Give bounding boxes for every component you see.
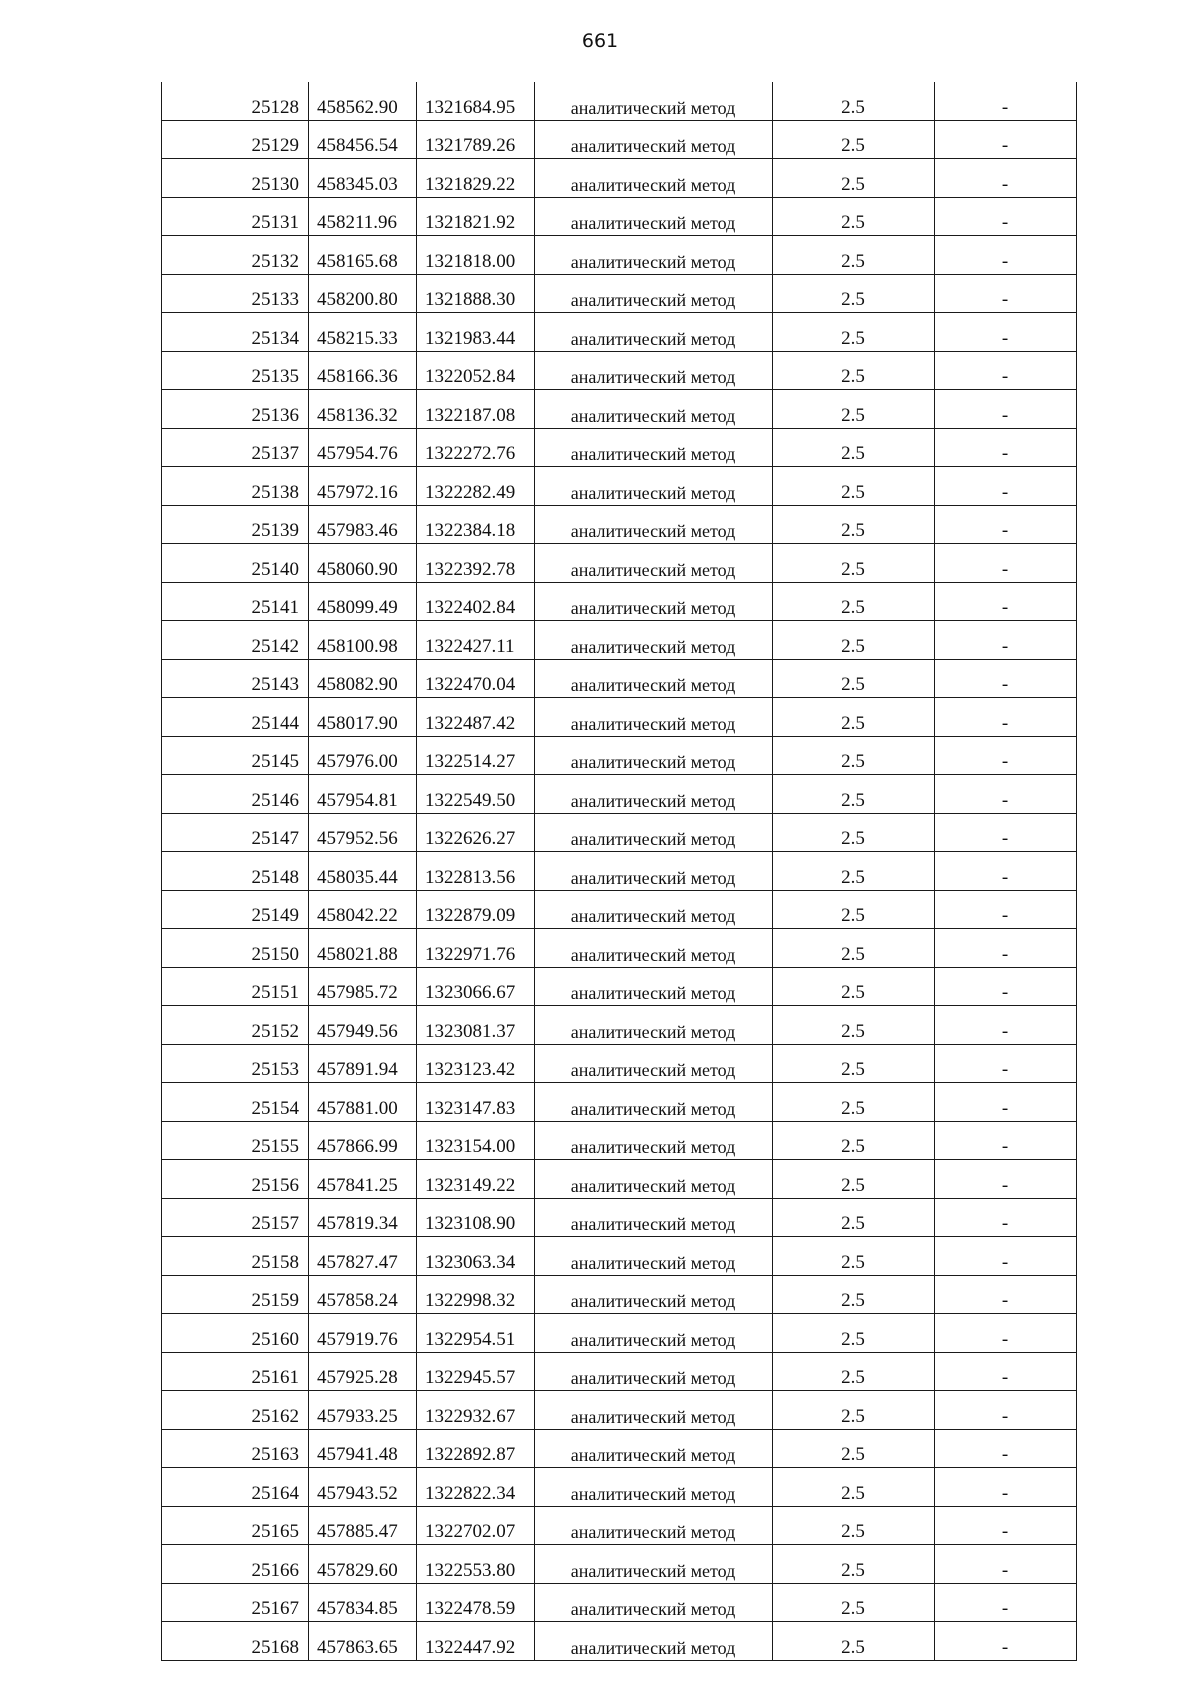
method-cell: аналитический метод: [535, 1083, 773, 1122]
note-cell: -: [935, 929, 1077, 968]
x-coordinate-cell: 458021.88: [309, 929, 417, 968]
point-number-cell: 25152: [162, 1006, 309, 1045]
x-coordinate-cell: 457919.76: [309, 1314, 417, 1353]
point-number-cell: 25163: [162, 1429, 309, 1468]
note-cell: -: [935, 1121, 1077, 1160]
x-coordinate-cell: 458035.44: [309, 852, 417, 891]
table-row: [162, 1506, 1077, 1545]
method-cell: аналитический метод: [535, 1237, 773, 1276]
note-cell: -: [935, 659, 1077, 698]
x-coordinate-cell: 457941.48: [309, 1429, 417, 1468]
y-coordinate-cell: 1323066.67: [417, 967, 535, 1006]
x-coordinate-cell: 458166.36: [309, 351, 417, 390]
point-number-cell: 25149: [162, 890, 309, 929]
accuracy-cell: 2.5: [773, 1583, 935, 1622]
y-coordinate-cell: 1322272.76: [417, 428, 535, 467]
method-cell: аналитический метод: [535, 82, 773, 120]
note-cell: -: [935, 1506, 1077, 1545]
note-cell: -: [935, 1352, 1077, 1391]
x-coordinate-cell: 458060.90: [309, 544, 417, 583]
x-coordinate-cell: 457952.56: [309, 813, 417, 852]
note-cell: -: [935, 1198, 1077, 1237]
table-row: [162, 1198, 1077, 1237]
point-number-cell: 25151: [162, 967, 309, 1006]
accuracy-cell: 2.5: [773, 775, 935, 814]
accuracy-cell: 2.5: [773, 390, 935, 429]
y-coordinate-cell: 1322447.92: [417, 1622, 535, 1661]
method-cell: аналитический метод: [535, 1391, 773, 1430]
y-coordinate-cell: 1322932.67: [417, 1391, 535, 1430]
method-cell: аналитический метод: [535, 1006, 773, 1045]
y-coordinate-cell: 1322514.27: [417, 736, 535, 775]
accuracy-cell: 2.5: [773, 1160, 935, 1199]
table-row: [162, 621, 1077, 660]
point-number-cell: 25150: [162, 929, 309, 968]
method-cell: аналитический метод: [535, 1044, 773, 1083]
y-coordinate-cell: 1322402.84: [417, 582, 535, 621]
point-number-cell: 25134: [162, 313, 309, 352]
x-coordinate-cell: 457827.47: [309, 1237, 417, 1276]
point-number-cell: 25141: [162, 582, 309, 621]
accuracy-cell: 2.5: [773, 236, 935, 275]
table-row: [162, 736, 1077, 775]
method-cell: аналитический метод: [535, 120, 773, 159]
accuracy-cell: 2.5: [773, 582, 935, 621]
point-number-cell: 25158: [162, 1237, 309, 1276]
x-coordinate-cell: 458215.33: [309, 313, 417, 352]
note-cell: -: [935, 698, 1077, 737]
point-number-cell: 25131: [162, 197, 309, 236]
y-coordinate-cell: 1322822.34: [417, 1468, 535, 1507]
y-coordinate-cell: 1322282.49: [417, 467, 535, 506]
x-coordinate-cell: 457866.99: [309, 1121, 417, 1160]
y-coordinate-cell: 1323081.37: [417, 1006, 535, 1045]
point-number-cell: 25148: [162, 852, 309, 891]
table-row: [162, 505, 1077, 544]
y-coordinate-cell: 1322971.76: [417, 929, 535, 968]
note-cell: -: [935, 967, 1077, 1006]
note-cell: -: [935, 236, 1077, 275]
note-cell: -: [935, 1429, 1077, 1468]
point-number-cell: 25156: [162, 1160, 309, 1199]
accuracy-cell: 2.5: [773, 197, 935, 236]
accuracy-cell: 2.5: [773, 813, 935, 852]
note-cell: -: [935, 813, 1077, 852]
point-number-cell: 25129: [162, 120, 309, 159]
table-row: [162, 544, 1077, 583]
x-coordinate-cell: 458456.54: [309, 120, 417, 159]
note-cell: -: [935, 1237, 1077, 1276]
y-coordinate-cell: 1321983.44: [417, 313, 535, 352]
table-row: [162, 1006, 1077, 1045]
x-coordinate-cell: 458562.90: [309, 82, 417, 120]
accuracy-cell: 2.5: [773, 120, 935, 159]
accuracy-cell: 2.5: [773, 351, 935, 390]
table-row: [162, 967, 1077, 1006]
y-coordinate-cell: 1322392.78: [417, 544, 535, 583]
method-cell: аналитический метод: [535, 852, 773, 891]
y-coordinate-cell: 1322187.08: [417, 390, 535, 429]
method-cell: аналитический метод: [535, 659, 773, 698]
table-row: [162, 1237, 1077, 1276]
x-coordinate-cell: 458165.68: [309, 236, 417, 275]
table-row: [162, 1391, 1077, 1430]
method-cell: аналитический метод: [535, 544, 773, 583]
point-number-cell: 25153: [162, 1044, 309, 1083]
point-number-cell: 25155: [162, 1121, 309, 1160]
x-coordinate-cell: 457819.34: [309, 1198, 417, 1237]
table-row: [162, 1083, 1077, 1122]
note-cell: -: [935, 1622, 1077, 1661]
y-coordinate-cell: 1321684.95: [417, 82, 535, 120]
point-number-cell: 25132: [162, 236, 309, 275]
method-cell: аналитический метод: [535, 775, 773, 814]
point-number-cell: 25167: [162, 1583, 309, 1622]
table-row: [162, 813, 1077, 852]
point-number-cell: 25160: [162, 1314, 309, 1353]
table-row: [162, 467, 1077, 506]
method-cell: аналитический метод: [535, 428, 773, 467]
x-coordinate-cell: 457925.28: [309, 1352, 417, 1391]
table-row: [162, 428, 1077, 467]
note-cell: -: [935, 274, 1077, 313]
y-coordinate-cell: 1322427.11: [417, 621, 535, 660]
table-row: [162, 159, 1077, 198]
x-coordinate-cell: 458345.03: [309, 159, 417, 198]
accuracy-cell: 2.5: [773, 1429, 935, 1468]
table-row: [162, 929, 1077, 968]
x-coordinate-cell: 457881.00: [309, 1083, 417, 1122]
method-cell: аналитический метод: [535, 1583, 773, 1622]
x-coordinate-cell: 458099.49: [309, 582, 417, 621]
table-row: [162, 1545, 1077, 1584]
point-number-cell: 25130: [162, 159, 309, 198]
x-coordinate-cell: 458042.22: [309, 890, 417, 929]
x-coordinate-cell: 457943.52: [309, 1468, 417, 1507]
accuracy-cell: 2.5: [773, 428, 935, 467]
point-number-cell: 25166: [162, 1545, 309, 1584]
accuracy-cell: 2.5: [773, 1121, 935, 1160]
point-number-cell: 25143: [162, 659, 309, 698]
x-coordinate-cell: 457954.81: [309, 775, 417, 814]
accuracy-cell: 2.5: [773, 1506, 935, 1545]
table-row: [162, 1275, 1077, 1314]
y-coordinate-cell: 1322813.56: [417, 852, 535, 891]
method-cell: аналитический метод: [535, 736, 773, 775]
note-cell: -: [935, 890, 1077, 929]
note-cell: -: [935, 1083, 1077, 1122]
table-row: [162, 1044, 1077, 1083]
y-coordinate-cell: 1322553.80: [417, 1545, 535, 1584]
y-coordinate-cell: 1322052.84: [417, 351, 535, 390]
accuracy-cell: 2.5: [773, 659, 935, 698]
point-number-cell: 25138: [162, 467, 309, 506]
table-row: [162, 1352, 1077, 1391]
y-coordinate-cell: 1321821.92: [417, 197, 535, 236]
accuracy-cell: 2.5: [773, 967, 935, 1006]
y-coordinate-cell: 1321789.26: [417, 120, 535, 159]
table-row: [162, 274, 1077, 313]
accuracy-cell: 2.5: [773, 1083, 935, 1122]
table-row: [162, 698, 1077, 737]
note-cell: -: [935, 1160, 1077, 1199]
accuracy-cell: 2.5: [773, 1545, 935, 1584]
point-number-cell: 25128: [162, 82, 309, 120]
method-cell: аналитический метод: [535, 1275, 773, 1314]
method-cell: аналитический метод: [535, 1352, 773, 1391]
note-cell: -: [935, 1545, 1077, 1584]
method-cell: аналитический метод: [535, 1160, 773, 1199]
note-cell: -: [935, 1006, 1077, 1045]
accuracy-cell: 2.5: [773, 313, 935, 352]
x-coordinate-cell: 458211.96: [309, 197, 417, 236]
table-row: [162, 313, 1077, 352]
accuracy-cell: 2.5: [773, 1352, 935, 1391]
note-cell: -: [935, 82, 1077, 120]
x-coordinate-cell: 458082.90: [309, 659, 417, 698]
table-row: [162, 1583, 1077, 1622]
table-row: [162, 775, 1077, 814]
note-cell: -: [935, 428, 1077, 467]
y-coordinate-cell: 1321888.30: [417, 274, 535, 313]
accuracy-cell: 2.5: [773, 1391, 935, 1430]
note-cell: -: [935, 582, 1077, 621]
y-coordinate-cell: 1322879.09: [417, 890, 535, 929]
method-cell: аналитический метод: [535, 274, 773, 313]
note-cell: -: [935, 467, 1077, 506]
method-cell: аналитический метод: [535, 1198, 773, 1237]
y-coordinate-cell: 1323108.90: [417, 1198, 535, 1237]
accuracy-cell: 2.5: [773, 1468, 935, 1507]
method-cell: аналитический метод: [535, 582, 773, 621]
y-coordinate-cell: 1322945.57: [417, 1352, 535, 1391]
point-number-cell: 25154: [162, 1083, 309, 1122]
accuracy-cell: 2.5: [773, 467, 935, 506]
x-coordinate-cell: 457885.47: [309, 1506, 417, 1545]
x-coordinate-cell: 458017.90: [309, 698, 417, 737]
method-cell: аналитический метод: [535, 698, 773, 737]
coordinates-table: [161, 82, 1077, 1661]
y-coordinate-cell: 1323149.22: [417, 1160, 535, 1199]
x-coordinate-cell: 457949.56: [309, 1006, 417, 1045]
table-row: [162, 197, 1077, 236]
x-coordinate-cell: 457834.85: [309, 1583, 417, 1622]
note-cell: -: [935, 505, 1077, 544]
table-row: [162, 1314, 1077, 1353]
note-cell: -: [935, 1468, 1077, 1507]
x-coordinate-cell: 457863.65: [309, 1622, 417, 1661]
accuracy-cell: 2.5: [773, 1275, 935, 1314]
point-number-cell: 25144: [162, 698, 309, 737]
note-cell: -: [935, 1314, 1077, 1353]
note-cell: -: [935, 1044, 1077, 1083]
y-coordinate-cell: 1322470.04: [417, 659, 535, 698]
method-cell: аналитический метод: [535, 967, 773, 1006]
x-coordinate-cell: 457983.46: [309, 505, 417, 544]
table-row: [162, 1622, 1077, 1661]
table-row: [162, 390, 1077, 429]
accuracy-cell: 2.5: [773, 890, 935, 929]
method-cell: аналитический метод: [535, 1468, 773, 1507]
y-coordinate-cell: 1322549.50: [417, 775, 535, 814]
y-coordinate-cell: 1323063.34: [417, 1237, 535, 1276]
y-coordinate-cell: 1322384.18: [417, 505, 535, 544]
point-number-cell: 25146: [162, 775, 309, 814]
table-row: [162, 1429, 1077, 1468]
accuracy-cell: 2.5: [773, 621, 935, 660]
method-cell: аналитический метод: [535, 813, 773, 852]
accuracy-cell: 2.5: [773, 852, 935, 891]
method-cell: аналитический метод: [535, 351, 773, 390]
note-cell: -: [935, 390, 1077, 429]
method-cell: аналитический метод: [535, 1429, 773, 1468]
note-cell: -: [935, 1391, 1077, 1430]
method-cell: аналитический метод: [535, 197, 773, 236]
method-cell: аналитический метод: [535, 390, 773, 429]
y-coordinate-cell: 1322626.27: [417, 813, 535, 852]
table-row: [162, 1121, 1077, 1160]
table-row: [162, 582, 1077, 621]
method-cell: аналитический метод: [535, 505, 773, 544]
x-coordinate-cell: 457858.24: [309, 1275, 417, 1314]
method-cell: аналитический метод: [535, 313, 773, 352]
note-cell: -: [935, 544, 1077, 583]
x-coordinate-cell: 457891.94: [309, 1044, 417, 1083]
point-number-cell: 25133: [162, 274, 309, 313]
point-number-cell: 25168: [162, 1622, 309, 1661]
point-number-cell: 25135: [162, 351, 309, 390]
y-coordinate-cell: 1322998.32: [417, 1275, 535, 1314]
y-coordinate-cell: 1322892.87: [417, 1429, 535, 1468]
accuracy-cell: 2.5: [773, 159, 935, 198]
x-coordinate-cell: 457933.25: [309, 1391, 417, 1430]
point-number-cell: 25142: [162, 621, 309, 660]
x-coordinate-cell: 457954.76: [309, 428, 417, 467]
note-cell: -: [935, 621, 1077, 660]
point-number-cell: 25162: [162, 1391, 309, 1430]
point-number-cell: 25140: [162, 544, 309, 583]
table-row: [162, 82, 1077, 120]
point-number-cell: 25161: [162, 1352, 309, 1391]
accuracy-cell: 2.5: [773, 505, 935, 544]
x-coordinate-cell: 457972.16: [309, 467, 417, 506]
accuracy-cell: 2.5: [773, 1198, 935, 1237]
method-cell: аналитический метод: [535, 929, 773, 968]
y-coordinate-cell: 1321818.00: [417, 236, 535, 275]
y-coordinate-cell: 1321829.22: [417, 159, 535, 198]
method-cell: аналитический метод: [535, 1121, 773, 1160]
accuracy-cell: 2.5: [773, 1006, 935, 1045]
y-coordinate-cell: 1323147.83: [417, 1083, 535, 1122]
accuracy-cell: 2.5: [773, 82, 935, 120]
note-cell: -: [935, 736, 1077, 775]
table-row: [162, 659, 1077, 698]
x-coordinate-cell: 458100.98: [309, 621, 417, 660]
accuracy-cell: 2.5: [773, 1237, 935, 1276]
table-row: [162, 120, 1077, 159]
page-number: 661: [581, 30, 619, 52]
table-row: [162, 1468, 1077, 1507]
y-coordinate-cell: 1322702.07: [417, 1506, 535, 1545]
y-coordinate-cell: 1322954.51: [417, 1314, 535, 1353]
method-cell: аналитический метод: [535, 890, 773, 929]
point-number-cell: 25157: [162, 1198, 309, 1237]
point-number-cell: 25137: [162, 428, 309, 467]
y-coordinate-cell: 1322478.59: [417, 1583, 535, 1622]
note-cell: -: [935, 852, 1077, 891]
point-number-cell: 25139: [162, 505, 309, 544]
x-coordinate-cell: 457829.60: [309, 1545, 417, 1584]
accuracy-cell: 2.5: [773, 274, 935, 313]
method-cell: аналитический метод: [535, 1314, 773, 1353]
y-coordinate-cell: 1323123.42: [417, 1044, 535, 1083]
accuracy-cell: 2.5: [773, 698, 935, 737]
note-cell: -: [935, 1583, 1077, 1622]
point-number-cell: 25145: [162, 736, 309, 775]
method-cell: аналитический метод: [535, 467, 773, 506]
method-cell: аналитический метод: [535, 621, 773, 660]
note-cell: -: [935, 351, 1077, 390]
table-row: [162, 236, 1077, 275]
point-number-cell: 25136: [162, 390, 309, 429]
y-coordinate-cell: 1322487.42: [417, 698, 535, 737]
method-cell: аналитический метод: [535, 1622, 773, 1661]
x-coordinate-cell: 458136.32: [309, 390, 417, 429]
note-cell: -: [935, 1275, 1077, 1314]
accuracy-cell: 2.5: [773, 736, 935, 775]
accuracy-cell: 2.5: [773, 929, 935, 968]
x-coordinate-cell: 457985.72: [309, 967, 417, 1006]
x-coordinate-cell: 457841.25: [309, 1160, 417, 1199]
accuracy-cell: 2.5: [773, 544, 935, 583]
point-number-cell: 25164: [162, 1468, 309, 1507]
x-coordinate-cell: 457976.00: [309, 736, 417, 775]
x-coordinate-cell: 458200.80: [309, 274, 417, 313]
note-cell: -: [935, 159, 1077, 198]
table-row: [162, 351, 1077, 390]
coordinates-table-body: [162, 82, 1077, 1660]
accuracy-cell: 2.5: [773, 1044, 935, 1083]
y-coordinate-cell: 1323154.00: [417, 1121, 535, 1160]
note-cell: -: [935, 120, 1077, 159]
table-row: [162, 890, 1077, 929]
point-number-cell: 25165: [162, 1506, 309, 1545]
method-cell: аналитический метод: [535, 159, 773, 198]
note-cell: -: [935, 313, 1077, 352]
point-number-cell: 25159: [162, 1275, 309, 1314]
table-row: [162, 852, 1077, 891]
point-number-cell: 25147: [162, 813, 309, 852]
table-row: [162, 1160, 1077, 1199]
method-cell: аналитический метод: [535, 1545, 773, 1584]
accuracy-cell: 2.5: [773, 1314, 935, 1353]
note-cell: -: [935, 197, 1077, 236]
note-cell: -: [935, 775, 1077, 814]
method-cell: аналитический метод: [535, 236, 773, 275]
accuracy-cell: 2.5: [773, 1622, 935, 1661]
method-cell: аналитический метод: [535, 1506, 773, 1545]
